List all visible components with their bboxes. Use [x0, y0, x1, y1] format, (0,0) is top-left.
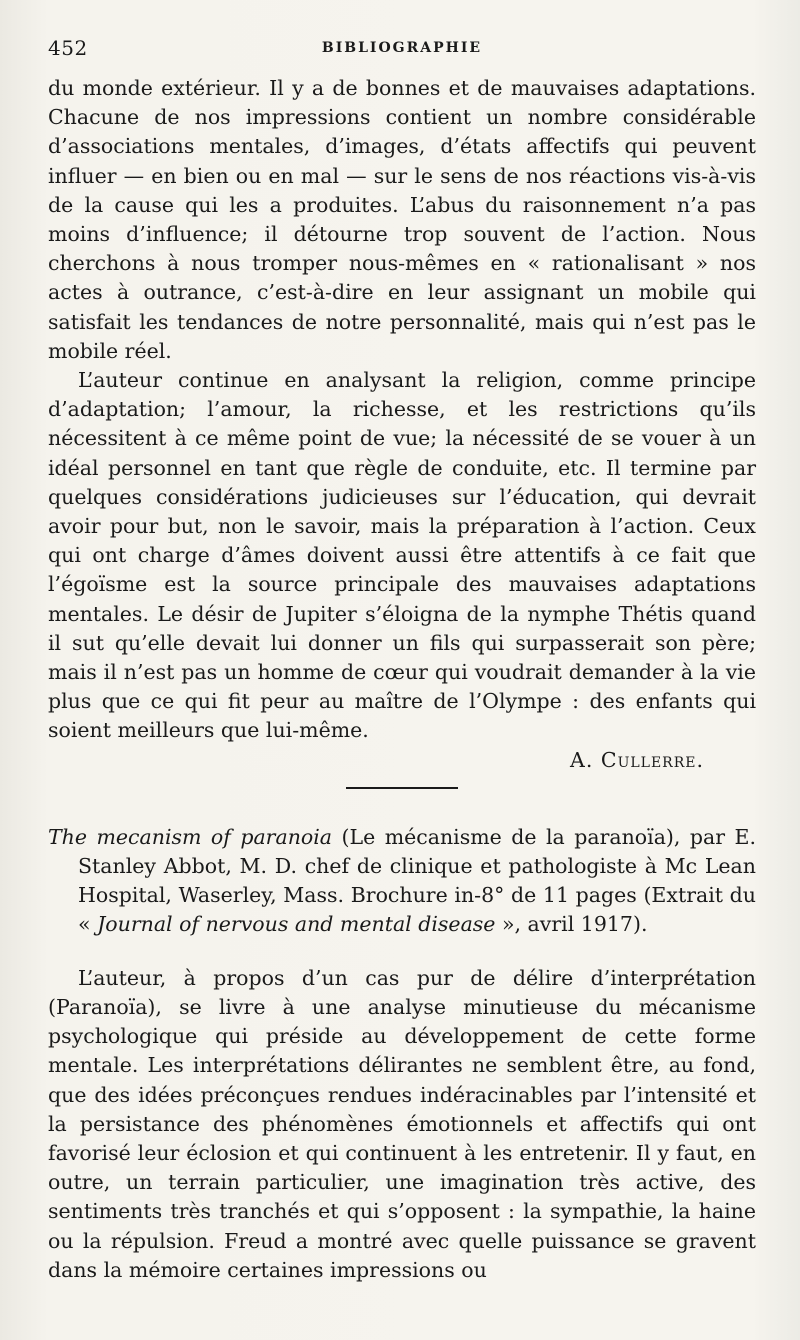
running-head: BIBLIOGRAPHIE: [321, 40, 483, 56]
page-header: [48, 36, 756, 74]
paragraph-3: L’auteur, à propos d’un cas pur de délire d’interprétation (Paranoïa), se livre à une analyse minutieuse du mécanisme psychologique qui préside au développement de cette forme mentale. Les interprétations délirantes ne semblent être, au fond, que des idées préconçues rendues indéracinables par l’intensité et la persistance des phénomènes émotionnels et affectifs qui ont favorisé leur éclosion et qui continuent à les entretenir. Il y faut, en outre, un terrain particulier, une imagination très active, des sentiments très tranchés et qui s’opposent : la sympathie, la haine ou la répulsion. Freud a montré avec quelle puissance se gravent dans la mémoire certaines impressions ou: [48, 965, 756, 1282]
paragraph-1: du monde extérieur. Il y a de bonnes et de mauvaises adaptations. Chacune de nos impressions contient un nombre considérable d’associations mentales, d’images, d’états affectifs qui peuvent influer — en bien ou en mal — sur le sens de nos réactions vis-à-vis de la cause qui les a produites. L’abus du raisonnement n’a pas moins d’influence; il détourne trop souvent de l’action. Nous cherchons à nous tromper nous-mêmes en « rationalisant » nos actes à outrance, c’est-à-dire en leur assignant un mobile qui satisfait les tendances de notre personnalité, mais qui n’est pas le mobile réel.: [48, 76, 756, 363]
reviewer-signature: A. Cullerre.: [570, 747, 704, 772]
citation-title: The mecanism of paranoia: [48, 824, 333, 849]
citation-details: (Le mécanisme de la paranoïa), par E. Stanley Abbot, M. D. chef de clinique et pathologiste à Mc Lean Hospital, Waserley, Mass. Brochure in-8° de 11 pages (Extrait du «: [78, 824, 756, 937]
bibliographic-citation: [48, 823, 756, 940]
review-section-2: [48, 823, 756, 1285]
citation-journal: Journal of nervous and mental disease: [97, 912, 496, 937]
review-section-1: [48, 74, 756, 775]
page-number: 452: [48, 36, 88, 60]
section-divider: [346, 787, 458, 789]
citation-date: », avril 1917).: [495, 912, 648, 937]
paragraph-2: L’auteur continue en analysant la religion, comme principe d’adaptation; l’amour, la richesse, et les restrictions qu’ils nécessitent à ce même point de vue; la nécessité de se vouer à un idéal personnel en tant que règle de conduite, etc. Il termine par quelques considérations judicieuses sur l’éducation, qui devrait avoir pour but, non le savoir, mais la préparation à l’action. Ceux qui ont charge d’âmes doivent aussi être attentifs à ce fait que l’égoïsme est la source principale des mauvaises adaptations mentales. Le désir de Jupiter s’éloigna de la nymphe Thétis quand il sut qu’elle devait lui donner un fils qui surpasserait son père; mais il n’est pas un homme de cœur qui voudrait demander à la vie plus que ce qui fit peur au maître de l’Olympe : des enfants qui soient meilleurs que lui-même.: [48, 368, 756, 743]
